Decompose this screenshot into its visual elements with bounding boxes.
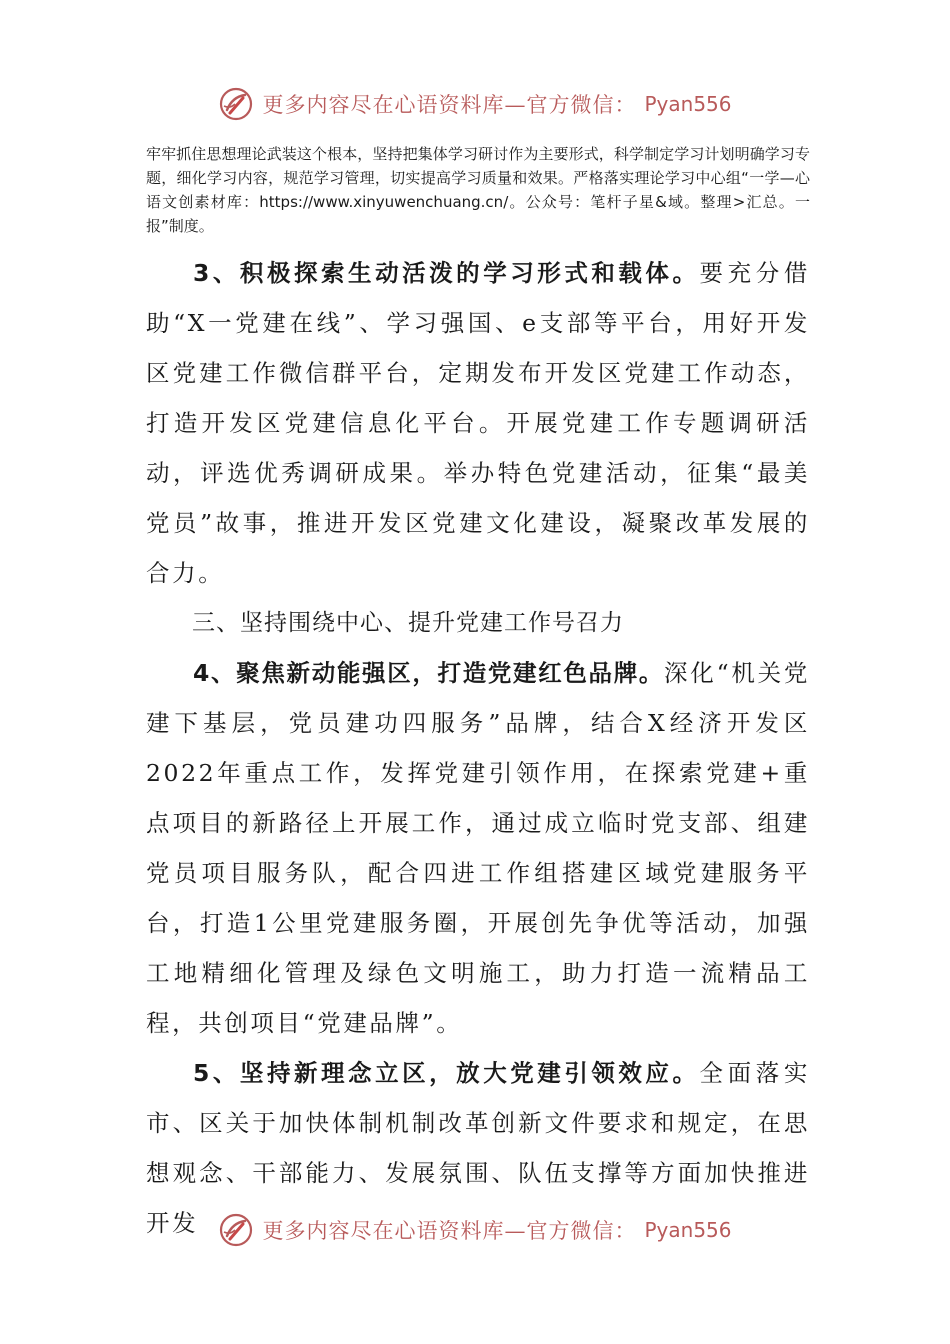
footer-watermark: [0, 1208, 950, 1252]
watermark-wechat-id: Pyan556: [644, 92, 732, 116]
item4-body: 深化“机关党建下基层，党员建功四服务”品牌，结合X经济开发区2022年重点工作，发挥党建引领作用，在探索党建+重点项目的新路径上开展工作，通过成立临时党支部、组建党员项目服务队，配合四进工作组搭建区域党建服务平台，打造1公里党建服务圈，开展创先争优等活动，加强工地精细化管理及绿色文明施工，助力打造一流精品工程，共创项目“党建品牌”。: [146, 659, 810, 1037]
watermark-text: 更多内容尽在心语资料库—官方微信：: [262, 93, 637, 117]
watermark-text: 更多内容尽在心语资料库—官方微信：: [262, 1219, 637, 1243]
document-body: [146, 248, 810, 1248]
item3-paragraph: [146, 248, 810, 598]
item5-body: 全面落实市、区关于加快体制机制改革创新文件要求和规定，在思想观念、干部能力、发展氛围、队伍支撑等方面加快推进开发: [146, 1059, 811, 1237]
item3-title: 3、积极探索生动活泼的学习形式和载体。: [193, 259, 700, 287]
intro-paragraph: 牢牢抓住思想理论武装这个根本，坚持把集体学习研讨作为主要形式，科学制定学习计划明确学习专题，细化学习内容，规范学习管理，切实提高学习质量和效果。严格落实理论学习中心组“一学—心语文创素材库：https://www.xinyuwenchuang.cn/。公众号：笔杆子星&域。整理>汇总。一报”制度。: [146, 145, 810, 235]
item4-paragraph: [146, 648, 810, 1048]
item5-title: 5、坚持新理念立区，放大党建引领效应。: [193, 1059, 700, 1087]
watermark-wechat-id: Pyan556: [644, 1218, 732, 1242]
header-watermark: [0, 82, 950, 126]
section-heading-3: 三、坚持围绕中心、提升党建工作号召力: [192, 610, 624, 636]
item3-body: 要充分借助“X一党建在线”、学习强国、e支部等平台，用好开发区党建工作微信群平台，定期发布开发区党建工作动态，打造开发区党建信息化平台。开展党建工作专题调研活动，评选优秀调研成果。举办特色党建活动，征集“最美党员”故事，推进开发区党建文化建设，凝聚改革发展的合力。: [146, 259, 811, 587]
item4-title: 4、聚焦新动能强区，打造党建红色品牌。: [193, 659, 665, 687]
pen-swirl-logo-icon: [218, 1212, 254, 1248]
pen-swirl-logo-icon: [218, 86, 254, 122]
